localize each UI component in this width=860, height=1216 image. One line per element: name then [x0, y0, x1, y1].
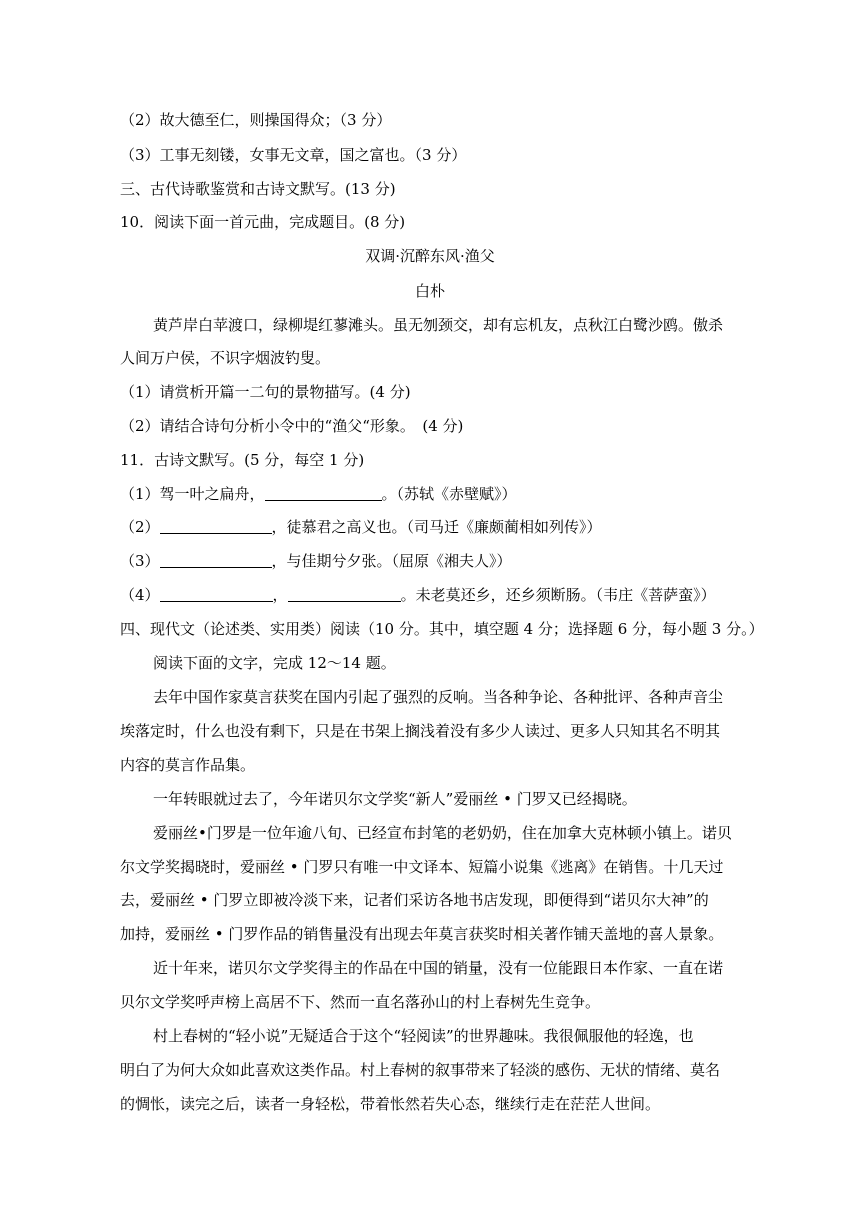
paragraph-line: 村上春树的“轻小说”无疑适合于这个“轻阅读”的世界趣味。我很佩服他的轻逸，也	[153, 1027, 694, 1045]
fill-blank	[288, 586, 401, 602]
q10-sub-2: （2）请结合诗句分析小令中的“渔父“形象。 (4 分)	[120, 417, 464, 435]
q9-item-2: （2）故大德至仁，则操国得众；（3 分）	[120, 111, 392, 129]
q11-stem: 11．古诗文默写。(5 分，每空 1 分)	[120, 451, 365, 469]
fill-blank	[265, 485, 382, 501]
q11-item-4-prefix: （4）	[120, 586, 160, 604]
paragraph-line: 一年转眼就过去了，今年诺贝尔文学奖“新人”爱丽丝 • 门罗又已经揭晓。	[153, 790, 637, 808]
paragraph-line: 明白了为何大众如此喜欢这类作品。村上春树的叙事带来了轻淡的感伤、无状的情绪、莫名	[120, 1061, 721, 1079]
fill-blank	[160, 586, 273, 602]
paragraph-line: 近十年来，诺贝尔文学奖得主的作品在中国的销量，没有一位能跟日本作家、一直在诺	[153, 959, 724, 977]
q11-item-2	[120, 517, 602, 537]
paragraph-line: 尔文学奖揭晓时，爱丽丝 • 门罗只有唯一中文译本、短篇小说集《逃离》在销售。十几天过	[120, 858, 724, 876]
paragraph-line: 内容的莫言作品集。	[120, 756, 256, 774]
paragraph-line: 加持，爱丽丝 • 门罗作品的销售量没有出现去年莫言获奖时相关著作铺天盖地的喜人景象。	[120, 925, 724, 943]
fill-blank	[160, 518, 272, 534]
poem-author: 白朴	[414, 282, 445, 300]
reading-intro: 阅读下面的文字，完成 12～14 题。	[153, 654, 396, 672]
section-4-heading: 四、现代文（论述类、实用类）阅读（10 分。其中，填空题 4 分；选择题 6 分，每小题 3 分。）	[120, 620, 764, 638]
q11-item-1-suffix: 。（苏轼《赤壁赋》）	[381, 485, 517, 503]
paragraph-line: 爱丽丝•门罗是一位年逾八旬、已经宣布封笔的老奶奶，住在加拿大克林顿小镇上。诺贝	[153, 824, 732, 842]
paragraph-line: 去，爱丽丝 • 门罗立即被冷淡下来，记者们采访各地书店发现，即便得到“诺贝尔大神”的	[120, 891, 709, 909]
paragraph-line: 去年中国作家莫言获奖在国内引起了强烈的反响。当各种争论、各种批评、各种声音尘	[153, 688, 724, 706]
q11-item-3-prefix: （3）	[120, 552, 160, 570]
q11-item-2-suffix: ，徒慕君之高义也。（司马迁《廉颇蔺相如列传》）	[271, 518, 602, 536]
q11-item-4-mid: ，	[272, 586, 288, 604]
paragraph-line: 埃落定时，什么也没有剩下，只是在书架上搁浅着没有多少人读过、更多人只知其名不明其	[120, 722, 721, 740]
paragraph-line: 的惆怅，读完之后，读者一身轻松，带着怅然若失心态，继续行走在茫茫人世间。	[120, 1095, 661, 1113]
fill-blank	[160, 552, 272, 568]
section-3-heading: 三、古代诗歌鉴赏和古诗文默写。(13 分)	[120, 180, 396, 198]
q10-sub-1: （1）请赏析开篇一二句的景物描写。(4 分)	[120, 383, 411, 401]
q11-item-3-suffix: ，与佳期兮夕张。（屈原《湘夫人》）	[271, 552, 512, 570]
poem-line-2: 人间万户侯，不识字烟波钓叟。	[120, 349, 331, 367]
q11-item-2-prefix: （2）	[120, 518, 160, 536]
poem-line-1: 黄芦岸白苹渡口，绿柳堤红蓼滩头。虽无刎颈交，却有忘机友，点秋江白鹭沙鸥。傲杀	[153, 316, 724, 334]
q10-stem: 10．阅读下面一首元曲，完成题目。(8 分)	[120, 213, 406, 231]
q11-item-3	[120, 551, 512, 571]
q9-item-3: （3）工事无刻镂，女事无文章，国之富也。（3 分）	[120, 146, 467, 164]
q11-item-1	[120, 484, 517, 504]
q11-item-4	[120, 585, 716, 605]
poem-title: 双调·沉醉东风·渔父	[365, 247, 495, 265]
q11-item-4-suffix: 。未老莫还乡，还乡须断肠。（韦庄《菩萨蛮》）	[400, 586, 716, 604]
q11-item-1-prefix: （1）驾一叶之扁舟，	[120, 485, 265, 503]
paragraph-line: 贝尔文学奖呼声榜上高居不下、然而一直名落孙山的村上春树先生竞争。	[120, 993, 601, 1011]
